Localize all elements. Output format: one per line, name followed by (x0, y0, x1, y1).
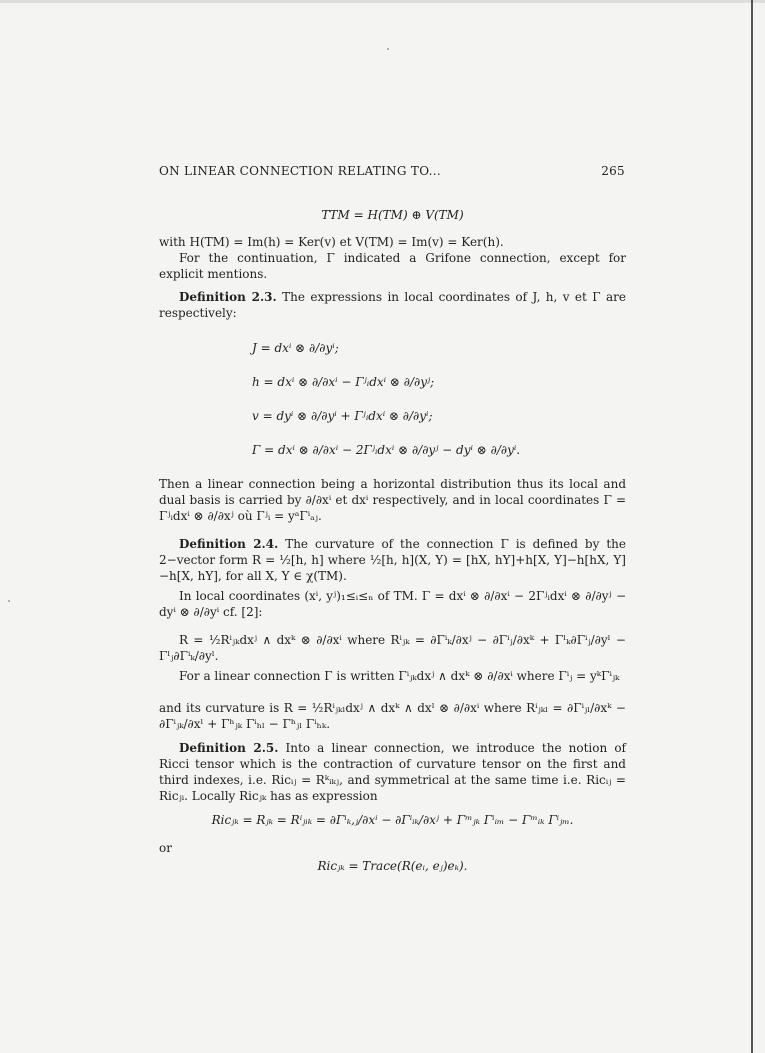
paragraph-linear-connection: For a linear connection Γ is written Γⁱⱼₖdxʲ ∧ dxᵏ ⊗ ∂/∂xⁱ where Γⁱⱼ = yᵏΓⁱⱼₖ (179, 669, 620, 683)
scan-speck (8, 600, 10, 602)
running-title: ON LINEAR CONNECTION RELATING TO... (159, 164, 441, 178)
definition-2-3 (159, 289, 626, 321)
paragraph-local-coordinates: In local coordinates (xⁱ, yʲ)₁≤ᵢ≤ₙ of TM. Γ = dxⁱ ⊗ ∂/∂xⁱ − 2Γʲᵢdxⁱ ⊗ ∂/∂yʲ − dyⁱ ⊗ ∂/∂yⁱ cf. [2]: (159, 589, 626, 619)
equation-ricci: Ricⱼₖ = Rⱼₖ = Rⁱⱼᵢₖ = ∂Γⁱₖ,ⱼ/∂xⁱ − ∂Γⁱᵢₖ/∂xʲ + Γᵐⱼₖ Γⁱᵢₘ − Γᵐᵢₖ Γⁱⱼₘ. (211, 813, 574, 827)
definition-2-5-label: Definition 2.5. (179, 741, 279, 755)
paragraph-curvature: and its curvature is R = ½Rⁱⱼₖₗdxʲ ∧ dxᵏ ∧ dxˡ ⊗ ∂/∂xⁱ where Rⁱⱼₖₗ = ∂Γⁱⱼₗ/∂xᵏ − ∂Γⁱⱼₖ/∂xˡ + Γʰⱼₖ Γⁱₕₗ − Γʰⱼₗ Γⁱₕₖ. (159, 701, 626, 731)
definition-2-3-text: The expressions in local coordinates of J, h, v et Γ are respectively: (159, 290, 626, 320)
equation-trace: Ricⱼₖ = Trace(R(eᵢ, eⱼ)eₖ). (317, 859, 468, 873)
paragraph-continuation: For the continuation, Γ indicated a Grifone connection, except for explicit mentions. (159, 251, 626, 281)
definition-2-4-text: The curvature of the connection Γ is defined by the 2−vector form R = ½[h, h] where ½[h, h](X, Y) = [hX, hY]+h[X, Y]−h[hX, Y]−h[X, hY], for all X, Y ∈ χ(TM). (159, 537, 626, 583)
definition-2-5 (159, 740, 626, 804)
equation-R: R = ½Rⁱⱼₖdxʲ ∧ dxᵏ ⊗ ∂/∂xⁱ where Rⁱⱼₖ = ∂Γⁱₖ/∂xʲ − ∂Γⁱⱼ/∂xᵏ + Γˡₖ∂Γⁱⱼ/∂yˡ − Γˡⱼ∂Γⁱₖ/∂yˡ. (159, 633, 626, 663)
definition-2-3-label: Definition 2.3. (179, 290, 277, 304)
page-number: 265 (601, 164, 625, 178)
equation-v: v = dyⁱ ⊗ ∂/∂yⁱ + Γʲᵢdxⁱ ⊗ ∂/∂yⁱ; (252, 409, 433, 423)
definition-2-4 (159, 536, 626, 584)
definition-2-4-label: Definition 2.4. (179, 537, 279, 551)
equation-J: J = dxⁱ ⊗ ∂/∂yⁱ; (252, 341, 339, 355)
word-or: or (159, 841, 172, 855)
page-right-edge (751, 0, 753, 1053)
page-top-edge (0, 0, 765, 3)
paragraph-with: with H(TM) = Im(h) = Ker(v) et V(TM) = Im(v) = Ker(h). (159, 235, 504, 249)
equation-h: h = dxⁱ ⊗ ∂/∂xⁱ − Γʲᵢdxⁱ ⊗ ∂/∂yʲ; (252, 375, 435, 389)
equation-ttm: TTM = H(TM) ⊕ V(TM) (321, 208, 464, 222)
paragraph-then: Then a linear connection being a horizontal distribution thus its local and dual basis is carried by ∂/∂xⁱ et dxⁱ respectively, and in local coordinates Γ = Γʲᵢdxⁱ ⊗ ∂/∂xʲ où Γʲᵢ = yᵃΓⁱₐⱼ. (159, 477, 626, 523)
equation-gamma: Γ = dxⁱ ⊗ ∂/∂xⁱ − 2Γʲᵢdxⁱ ⊗ ∂/∂yʲ − dyⁱ ⊗ ∂/∂yⁱ. (252, 443, 521, 457)
scan-speck (387, 48, 389, 50)
definition-2-5-text: Into a linear connection, we introduce the notion of Ricci tensor which is the contraction of curvature tensor on the first and third indexes, i.e. Ricᵢⱼ = Rᵏᵢₖⱼ, and symmetrical at the same time i.e. Ricᵢⱼ = Ricⱼᵢ. Locally Ricⱼₖ has as expression (159, 741, 626, 803)
